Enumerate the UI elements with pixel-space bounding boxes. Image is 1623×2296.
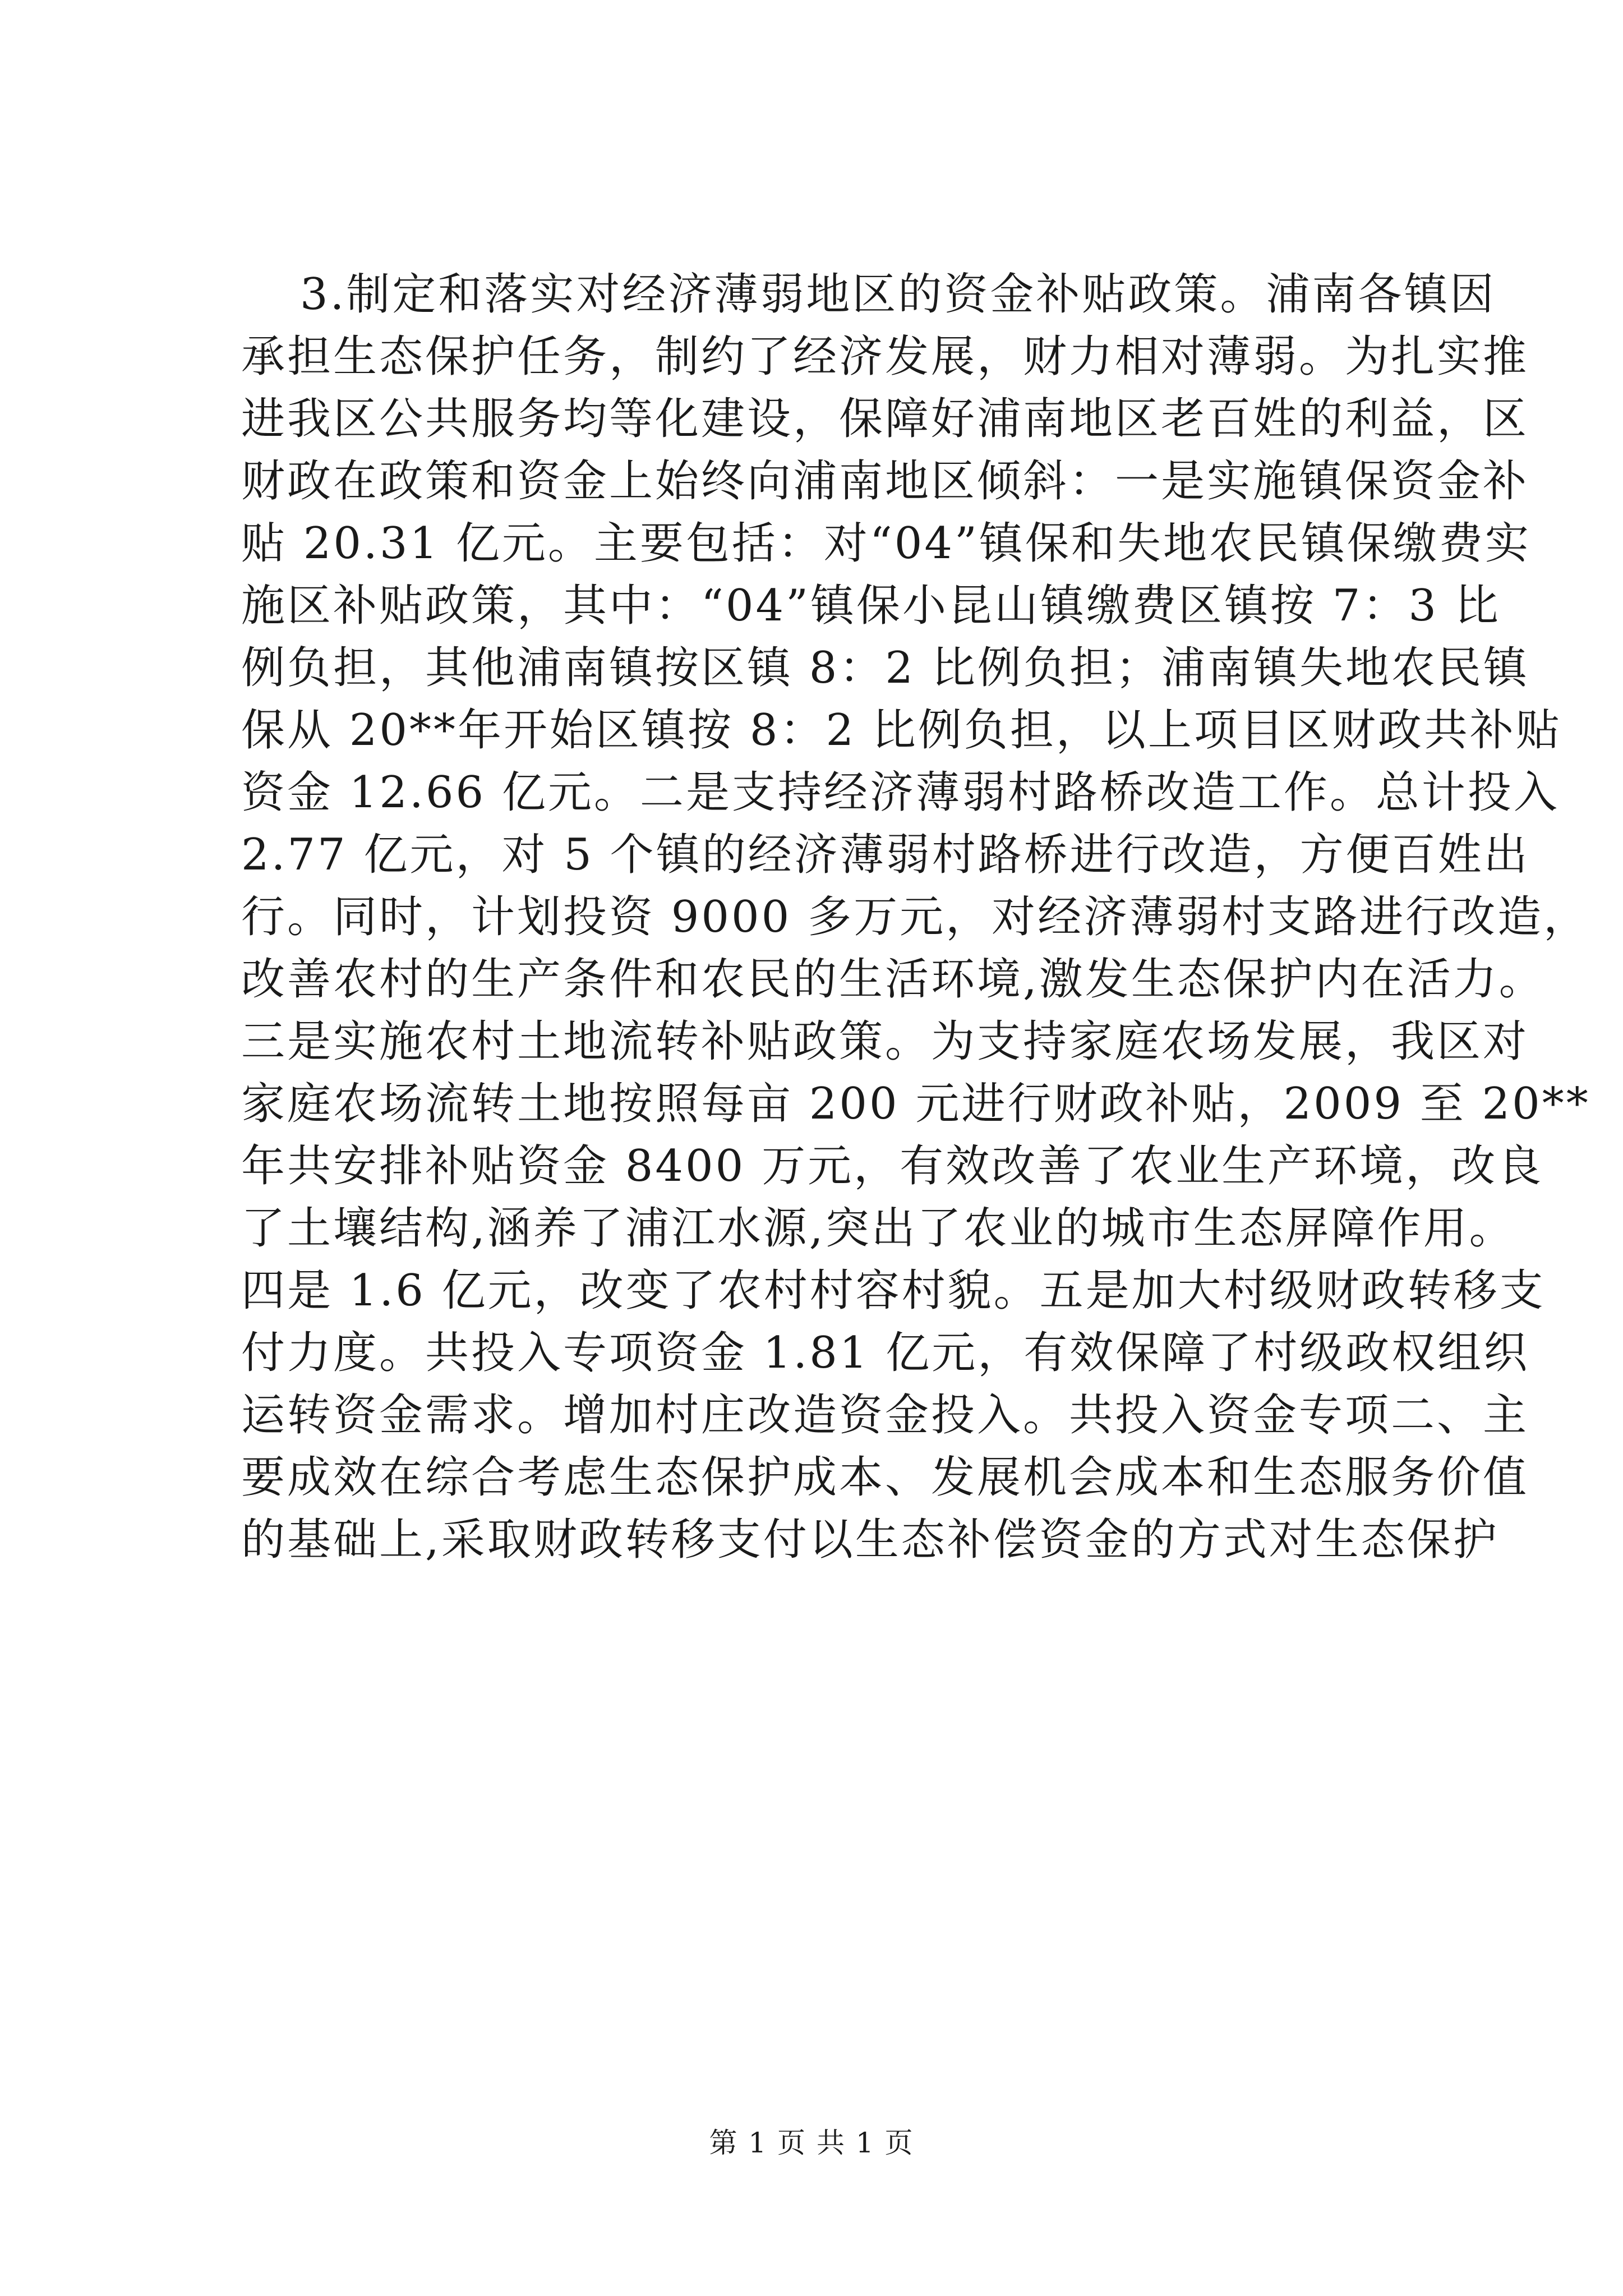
- paragraph-line: 贴 20.31 亿元。主要包括：对“04”镇保和失地农民镇保缴费实: [241, 518, 1531, 569]
- paragraph-line: 年共安排补贴资金 8400 万元，有效改善了农业生产环境，改良: [241, 1141, 1544, 1191]
- paragraph-line: 保从 20**年开始区镇按 8：2 比例负担，以上项目区财政共补贴: [241, 705, 1562, 756]
- paragraph-line: 付力度。共投入专项资金 1.81 亿元，有效保障了村级政权组织: [241, 1328, 1530, 1378]
- paragraph-line: 家庭农场流转土地按照每亩 200 元进行财政补贴，2009 至 20**: [241, 1079, 1590, 1129]
- paragraph-line: 的基础上,采取财政转移支付以生态补偿资金的方式对生态保护: [241, 1515, 1499, 1565]
- paragraph-line: 2.77 亿元，对 5 个镇的经济薄弱村路桥进行改造，方便百姓出: [241, 830, 1530, 880]
- paragraph-line: 资金 12.66 亿元。二是支持经济薄弱村路桥改造工作。总计投入: [241, 767, 1560, 818]
- paragraph-line: 改善农村的生产条件和农民的生活环境,激发生态保护内在活力。: [241, 954, 1545, 1005]
- paragraph-line: 例负担，其他浦南镇按区镇 8：2 比例负担；浦南镇失地农民镇: [241, 643, 1529, 693]
- paragraph-line: 行。同时，计划投资 9000 多万元，对经济薄弱村支路进行改造，: [241, 892, 1590, 942]
- paragraph-line: 进我区公共服务均等化建设，保障好浦南地区老百姓的利益，区: [241, 394, 1529, 444]
- paragraph-line: 运转资金需求。增加村庄改造资金投入。共投入资金专项二、主: [241, 1390, 1529, 1441]
- paragraph-line: 3.制定和落实对经济薄弱地区的资金补贴政策。浦南各镇因: [300, 269, 1496, 320]
- body-paragraph: [241, 264, 1590, 1571]
- paragraph-line: 要成效在综合考虑生态保护成本、发展机会成本和生态服务价值: [241, 1452, 1529, 1503]
- paragraph-line: 施区补贴政策，其中：“04”镇保小昆山镇缴费区镇按 7：3 比: [241, 581, 1501, 631]
- paragraph-line: 承担生态保护任务，制约了经济发展，财力相对薄弱。为扎实推: [241, 332, 1529, 382]
- paragraph-line: 了土壤结构,涵养了浦江水源,突出了农业的城市生态屏障作用。: [241, 1203, 1515, 1254]
- paragraph-line: 四是 1.6 亿元，改变了农村村容村貌。五是加大村级财政转移支: [241, 1266, 1546, 1316]
- page-footer: 第 1 页 共 1 页: [709, 2127, 914, 2159]
- paragraph-line: 财政在政策和资金上始终向浦南地区倾斜：一是实施镇保资金补: [241, 456, 1529, 507]
- paragraph-line: 三是实施农村土地流转补贴政策。为支持家庭农场发展，我区对: [241, 1016, 1529, 1067]
